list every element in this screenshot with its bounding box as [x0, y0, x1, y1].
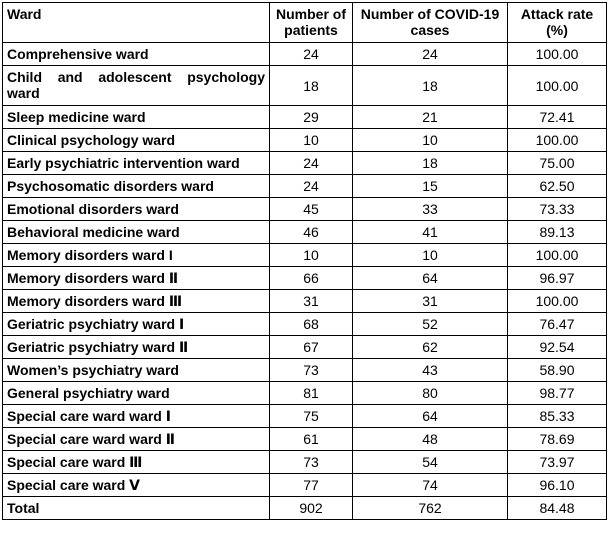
- header-row: [3, 3, 607, 43]
- cell-cases: 43: [353, 359, 508, 382]
- table-row: [3, 175, 607, 198]
- cell-patients: 24: [270, 175, 353, 198]
- cell-rate: 78.69: [508, 428, 607, 451]
- cell-ward: Special care ward ward Ⅱ: [3, 428, 270, 451]
- total-row: [3, 497, 607, 520]
- cell-rate: 72.41: [508, 106, 607, 129]
- cell-patients: 29: [270, 106, 353, 129]
- table-row: [3, 474, 607, 497]
- cell-ward: Memory disorders ward Ⅲ: [3, 290, 270, 313]
- table-row: [3, 43, 607, 66]
- cell-ward: Geriatric psychiatry ward Ⅱ: [3, 336, 270, 359]
- table-row: [3, 405, 607, 428]
- cell-cases: 15: [353, 175, 508, 198]
- table-container: [2, 2, 606, 520]
- table-row: [3, 451, 607, 474]
- cell-ward: Special care ward Ⅴ: [3, 474, 270, 497]
- cell-cases: 33: [353, 198, 508, 221]
- cell-cases: 64: [353, 267, 508, 290]
- header-cases: Number of COVID-19 cases: [353, 3, 508, 43]
- cell-patients: 45: [270, 198, 353, 221]
- cell-ward: Special care ward Ⅲ: [3, 451, 270, 474]
- cell-ward: Emotional disorders ward: [3, 198, 270, 221]
- cell-cases: 62: [353, 336, 508, 359]
- cell-cases: 52: [353, 313, 508, 336]
- table-header: [3, 3, 607, 43]
- cell-patients: 77: [270, 474, 353, 497]
- cell-cases: 10: [353, 129, 508, 152]
- cell-rate: 76.47: [508, 313, 607, 336]
- cell-rate: 98.77: [508, 382, 607, 405]
- header-patients: Number of patients: [270, 3, 353, 43]
- cell-rate: 100.00: [508, 129, 607, 152]
- cell-ward: Memory disorders ward I: [3, 244, 270, 267]
- cell-rate: 73.97: [508, 451, 607, 474]
- cell-rate: 62.50: [508, 175, 607, 198]
- cell-patients: 24: [270, 152, 353, 175]
- cell-patients: 66: [270, 267, 353, 290]
- cell-ward: Clinical psychology ward: [3, 129, 270, 152]
- cell-cases: 18: [353, 152, 508, 175]
- cell-cases: 24: [353, 43, 508, 66]
- cell-ward: Memory disorders ward Ⅱ: [3, 267, 270, 290]
- cell-rate: 100.00: [508, 290, 607, 313]
- cell-patients: 18: [270, 66, 353, 106]
- cell-patients: 46: [270, 221, 353, 244]
- cell-rate: 85.33: [508, 405, 607, 428]
- cell-cases: 80: [353, 382, 508, 405]
- table-row: [3, 221, 607, 244]
- table-row: [3, 198, 607, 221]
- table-row: [3, 359, 607, 382]
- cell-ward: Child and adolescent psychology ward: [3, 66, 270, 106]
- cell-ward: Special care ward ward Ⅰ: [3, 405, 270, 428]
- cell-ward: General psychiatry ward: [3, 382, 270, 405]
- table-row: [3, 382, 607, 405]
- cell-rate: 100.00: [508, 66, 607, 106]
- cell-rate: 96.10: [508, 474, 607, 497]
- cell-ward: Geriatric psychiatry ward Ⅰ: [3, 313, 270, 336]
- table-row: [3, 428, 607, 451]
- table-row: [3, 290, 607, 313]
- cell-rate-total: 84.48: [508, 497, 607, 520]
- cell-patients: 24: [270, 43, 353, 66]
- cell-rate: 73.33: [508, 198, 607, 221]
- cell-rate: 96.97: [508, 267, 607, 290]
- cell-cases: 48: [353, 428, 508, 451]
- cell-cases: 54: [353, 451, 508, 474]
- cell-ward: Women’s psychiatry ward: [3, 359, 270, 382]
- table-row: [3, 129, 607, 152]
- cell-patients: 68: [270, 313, 353, 336]
- cell-cases: 18: [353, 66, 508, 106]
- cell-patients: 31: [270, 290, 353, 313]
- cell-ward: Sleep medicine ward: [3, 106, 270, 129]
- cell-cases: 64: [353, 405, 508, 428]
- table-row: [3, 267, 607, 290]
- cell-patients: 81: [270, 382, 353, 405]
- cell-patients: 10: [270, 129, 353, 152]
- header-ward: Ward: [3, 3, 270, 43]
- cell-rate: 92.54: [508, 336, 607, 359]
- cell-cases: 74: [353, 474, 508, 497]
- table-row: [3, 313, 607, 336]
- cell-ward: Early psychiatric intervention ward: [3, 152, 270, 175]
- table-row: [3, 244, 607, 267]
- cell-cases: 10: [353, 244, 508, 267]
- header-rate: Attack rate (%): [508, 3, 607, 43]
- cell-rate: 100.00: [508, 43, 607, 66]
- table-body: [3, 43, 607, 520]
- cell-patients: 73: [270, 359, 353, 382]
- cell-cases: 31: [353, 290, 508, 313]
- cell-patients: 73: [270, 451, 353, 474]
- cell-rate: 58.90: [508, 359, 607, 382]
- cell-cases: 41: [353, 221, 508, 244]
- table-row: [3, 152, 607, 175]
- cell-patients: 67: [270, 336, 353, 359]
- table-row: [3, 66, 607, 106]
- cell-ward-total: Total: [3, 497, 270, 520]
- cell-patients-total: 902: [270, 497, 353, 520]
- cell-rate: 75.00: [508, 152, 607, 175]
- attack-rate-table: [2, 2, 607, 520]
- cell-cases: 21: [353, 106, 508, 129]
- cell-ward: Comprehensive ward: [3, 43, 270, 66]
- cell-ward: Psychosomatic disorders ward: [3, 175, 270, 198]
- cell-rate: 100.00: [508, 244, 607, 267]
- cell-patients: 10: [270, 244, 353, 267]
- cell-ward: Behavioral medicine ward: [3, 221, 270, 244]
- table-row: [3, 106, 607, 129]
- cell-cases-total: 762: [353, 497, 508, 520]
- cell-patients: 75: [270, 405, 353, 428]
- cell-patients: 61: [270, 428, 353, 451]
- cell-rate: 89.13: [508, 221, 607, 244]
- table-row: [3, 336, 607, 359]
